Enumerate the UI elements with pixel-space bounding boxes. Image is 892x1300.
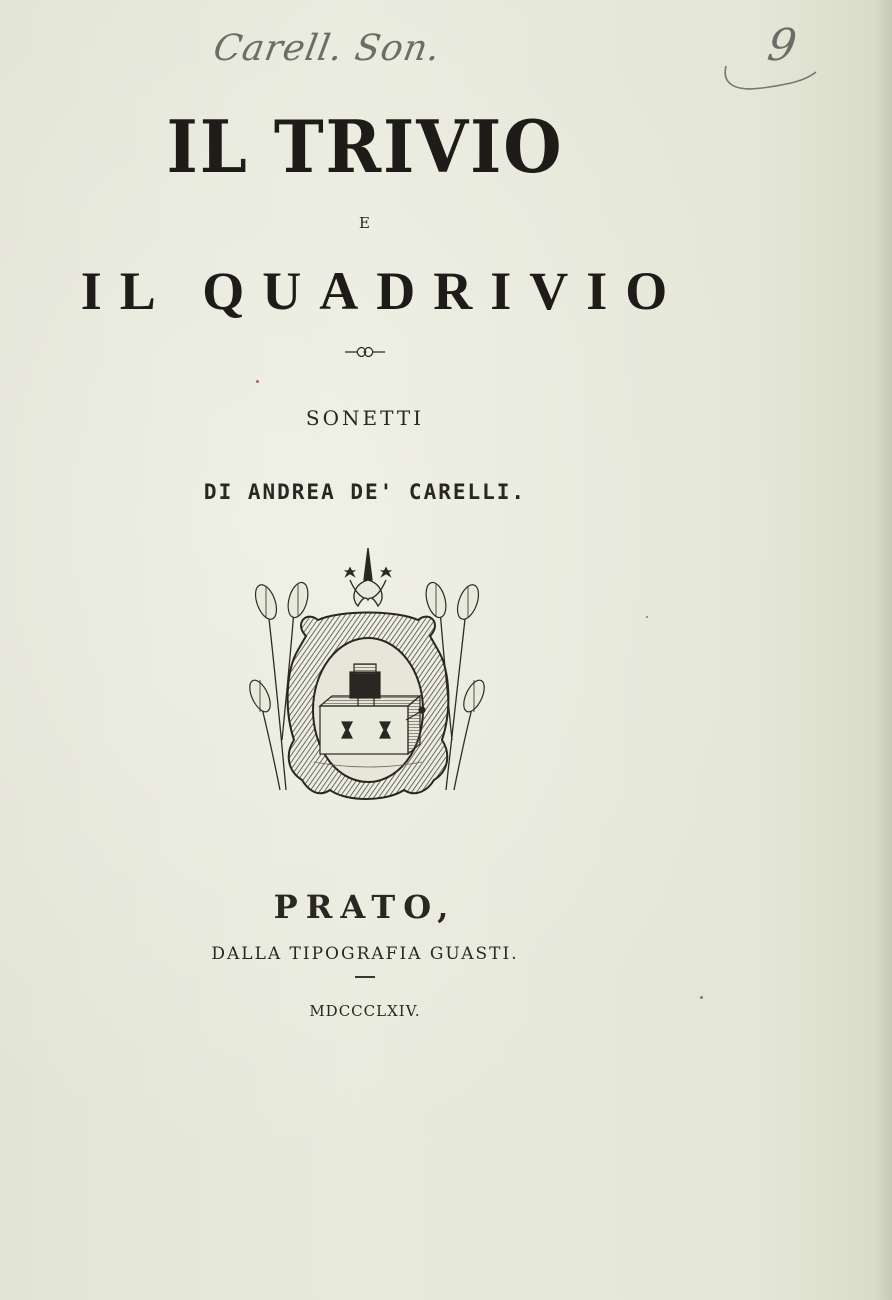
title-line-1: IL TRIVIO (166, 104, 564, 189)
imprint-place: PRATO, (273, 888, 457, 926)
title-conjunction: E (359, 214, 371, 232)
imprint-printer: DALLA TIPOGRAFIA GUASTI. (211, 944, 519, 964)
paper-speck (256, 380, 259, 383)
handwritten-underline (722, 62, 818, 98)
printer-device-emblem-icon (246, 540, 490, 824)
author-line: DI ANDREA DE' CARELLI. (203, 480, 527, 504)
imprint-rule (355, 976, 375, 978)
title-line-2: IL QUADRIVIO (80, 261, 686, 321)
subtitle: SONETTI (305, 406, 425, 430)
handwritten-number-annotation: 9 (764, 20, 800, 71)
paper-speck (700, 996, 703, 999)
imprint-year: MDCCCLXIV. (309, 1002, 421, 1020)
paper-speck (646, 616, 648, 618)
handwritten-name-annotation: Carell. Son. (210, 28, 445, 69)
flourish-ornament-icon (343, 344, 387, 360)
